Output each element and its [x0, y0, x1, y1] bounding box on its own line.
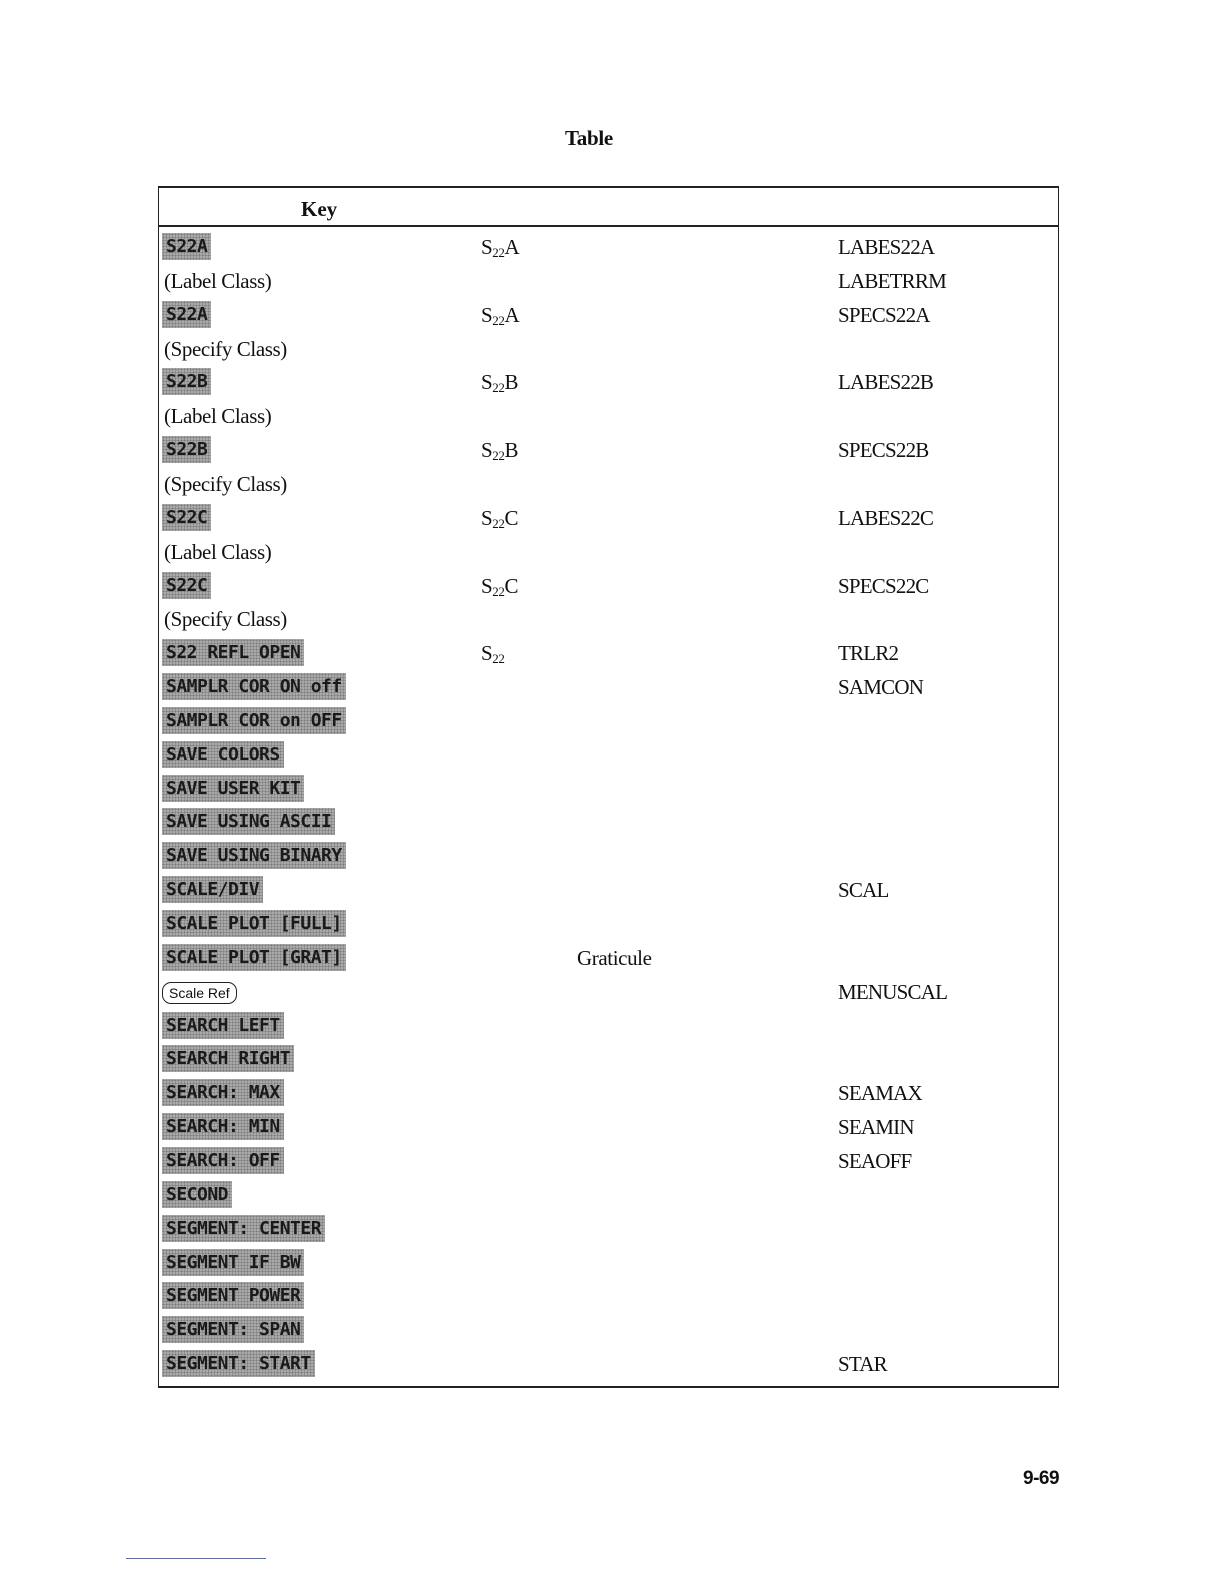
softkey-label: SEARCH: MAX	[162, 1079, 284, 1106]
softkey-label: SAVE COLORS	[162, 741, 284, 768]
gpib-command: SEAMIN	[838, 1115, 914, 1140]
description	[481, 303, 519, 329]
softkey-label: SAMPLR COR ON off	[162, 673, 346, 700]
class-label: (Label Class)	[164, 268, 272, 293]
hardkey-label: Scale Ref	[162, 982, 237, 1004]
gpib-command: SPECS22C	[838, 573, 929, 598]
table-row	[159, 365, 1058, 399]
table-row	[159, 264, 1058, 298]
softkey-label: SEGMENT: START	[162, 1350, 315, 1377]
table-row	[159, 298, 1058, 332]
description-tail: C	[504, 505, 519, 530]
gpib-command: TRLR2	[838, 641, 899, 666]
description-subscript: 22	[492, 651, 505, 667]
softkey-label: S22B	[162, 436, 211, 463]
softkey-label: SECOND	[162, 1181, 232, 1208]
key-command-table	[158, 186, 1059, 1388]
description-main: S	[481, 505, 493, 530]
gpib-command: SCAL	[838, 878, 889, 903]
description-subscript: 22	[492, 515, 505, 531]
table-row	[159, 1313, 1058, 1347]
table-row	[159, 602, 1058, 636]
softkey-label: SAVE USER KIT	[162, 775, 304, 802]
description-main: S	[481, 573, 493, 598]
table-row	[159, 433, 1058, 467]
softkey-label: SEARCH: OFF	[162, 1147, 284, 1174]
table-row	[159, 1212, 1058, 1246]
description	[481, 641, 504, 667]
softkey-label: SEGMENT POWER	[162, 1282, 304, 1309]
softkey-label: S22C	[162, 572, 211, 599]
softkey-label: S22A	[162, 233, 211, 260]
table-row	[159, 670, 1058, 704]
table-row	[159, 399, 1058, 433]
softkey-label: SEGMENT IF BW	[162, 1249, 304, 1276]
table-row	[159, 1246, 1058, 1280]
table-row	[159, 907, 1058, 941]
header-key-column: Key	[301, 197, 338, 221]
softkey-label: S22B	[162, 368, 211, 395]
softkey-label: SCALE PLOT [GRAT]	[162, 944, 346, 971]
description-tail: A	[504, 302, 520, 327]
softkey-label: SEGMENT: CENTER	[162, 1215, 325, 1242]
table-row	[159, 704, 1058, 738]
softkey-label: SEARCH LEFT	[162, 1012, 284, 1039]
description-subscript: 22	[492, 245, 505, 260]
description: Graticule	[577, 945, 652, 970]
table-row	[159, 1178, 1058, 1212]
gpib-command: STAR	[838, 1352, 887, 1377]
description-tail: B	[504, 438, 519, 463]
description	[481, 438, 518, 464]
gpib-command: MENUSCAL	[838, 979, 948, 1004]
description-main: S	[481, 302, 493, 327]
softkey-label: S22C	[162, 504, 211, 531]
description-subscript: 22	[492, 380, 505, 396]
table-row	[159, 636, 1058, 670]
description	[481, 370, 518, 396]
class-label: (Label Class)	[164, 404, 272, 429]
gpib-command: LABES22A	[838, 235, 935, 259]
page-number: 9-69	[1023, 1468, 1060, 1489]
footer-rule	[126, 1558, 266, 1559]
description-tail: A	[504, 235, 520, 259]
table-row	[159, 839, 1058, 873]
table-row	[159, 1009, 1058, 1043]
table-row	[159, 805, 1058, 839]
softkey-label: SCALE PLOT [FULL]	[162, 910, 346, 937]
description-subscript: 22	[492, 448, 505, 464]
description-main: S	[481, 235, 493, 259]
table-row	[159, 1144, 1058, 1178]
table-row	[159, 941, 1058, 975]
softkey-label: SCALE/DIV	[162, 876, 263, 903]
gpib-command: SPECS22A	[838, 302, 930, 327]
softkey-label: SEARCH RIGHT	[162, 1045, 294, 1072]
softkey-label: SEGMENT: SPAN	[162, 1316, 304, 1343]
class-label: (Specify Class)	[164, 471, 287, 496]
description-main: S	[481, 438, 493, 463]
description-subscript: 22	[492, 583, 505, 599]
description-main: S	[481, 370, 493, 395]
table-row	[159, 1110, 1058, 1144]
table-row	[159, 772, 1058, 806]
gpib-command: LABES22B	[838, 370, 934, 395]
gpib-command: SPECS22B	[838, 438, 929, 463]
table-row	[159, 332, 1058, 366]
gpib-command: LABES22C	[838, 505, 934, 530]
description-tail: B	[504, 370, 519, 395]
table-row	[159, 535, 1058, 569]
description-main: S	[481, 641, 493, 666]
softkey-label: S22A	[162, 301, 211, 328]
table-row	[159, 501, 1058, 535]
table-row	[159, 738, 1058, 772]
table-row	[159, 1042, 1058, 1076]
description	[481, 506, 518, 532]
table-row	[159, 230, 1058, 264]
table-row	[159, 1076, 1058, 1110]
class-label: (Label Class)	[164, 539, 272, 564]
description-tail: C	[504, 573, 519, 598]
gpib-command: SAMCON	[838, 675, 924, 700]
description	[481, 235, 519, 261]
description-subscript: 22	[492, 312, 505, 328]
table-row	[159, 1347, 1058, 1381]
table-row	[159, 1279, 1058, 1313]
table-row	[159, 467, 1058, 501]
softkey-label: SAVE USING ASCII	[162, 808, 335, 835]
gpib-command: LABETRRM	[838, 268, 946, 293]
softkey-label: SEARCH: MIN	[162, 1113, 284, 1140]
table-row	[159, 569, 1058, 603]
class-label: (Specify Class)	[164, 607, 287, 632]
gpib-command: SEAMAX	[838, 1081, 922, 1106]
description	[481, 574, 518, 600]
softkey-label: SAVE USING BINARY	[162, 842, 346, 869]
softkey-label: S22 REFL OPEN	[162, 639, 304, 666]
table-row	[159, 873, 1058, 907]
table-header-row	[159, 188, 1058, 227]
table-row	[159, 975, 1058, 1009]
gpib-command: SEAOFF	[838, 1148, 912, 1173]
table-title: Table	[565, 126, 613, 150]
class-label: (Specify Class)	[164, 336, 287, 361]
softkey-label: SAMPLR COR on OFF	[162, 707, 346, 734]
